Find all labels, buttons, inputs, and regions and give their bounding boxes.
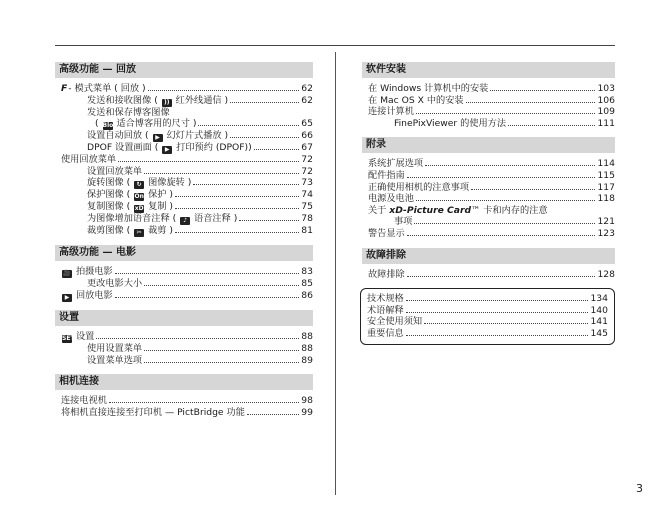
toc-entry[interactable] bbox=[55, 166, 313, 178]
page-ref: 88 bbox=[301, 330, 313, 342]
page-ref: 141 bbox=[590, 316, 608, 328]
leader-dots bbox=[230, 102, 299, 103]
leader-dots bbox=[109, 402, 299, 403]
leader-dots bbox=[193, 184, 299, 185]
toc-entry[interactable] bbox=[362, 205, 615, 217]
toc-entry-text bbox=[367, 316, 422, 328]
column-divider bbox=[335, 52, 336, 495]
menu-icon: ▶ bbox=[162, 146, 172, 154]
page-ref: 62 bbox=[301, 83, 313, 94]
brand-text: xD-Picture Card bbox=[389, 204, 472, 216]
toc-section bbox=[362, 137, 615, 239]
toc-entry[interactable] bbox=[55, 83, 313, 95]
leader-dots bbox=[424, 323, 588, 324]
leader-dots bbox=[254, 149, 300, 150]
page-ref: 81 bbox=[301, 225, 313, 237]
page-ref: 72 bbox=[301, 154, 313, 166]
toc-entry-text bbox=[87, 166, 142, 178]
page-ref: 75 bbox=[301, 201, 313, 213]
page-ref: 109 bbox=[597, 106, 615, 118]
entry-label: 更改电影大小 bbox=[87, 278, 143, 290]
toc-entry-text bbox=[368, 106, 414, 118]
entry-label-suffix: 复制 ) bbox=[145, 201, 173, 213]
toc-entry[interactable] bbox=[55, 95, 313, 107]
toc-entry-text bbox=[368, 170, 405, 182]
page-ref: 145 bbox=[590, 327, 608, 339]
menu-icon: xD bbox=[134, 205, 144, 213]
page-ref: 106 bbox=[597, 94, 615, 106]
toc-entry-text bbox=[61, 395, 107, 407]
mode-icon: F bbox=[61, 83, 68, 94]
leader-dots bbox=[471, 189, 595, 190]
leader-dots bbox=[508, 125, 595, 126]
toc-entry-text bbox=[87, 343, 142, 355]
leader-dots bbox=[416, 113, 596, 114]
toc-entry-text bbox=[87, 278, 142, 290]
entry-label: 回放电影 bbox=[76, 289, 113, 301]
page-ref: 115 bbox=[597, 169, 615, 181]
page-ref: 66 bbox=[301, 130, 313, 142]
entry-label: FinePixViewer 的使用方法 bbox=[394, 117, 507, 129]
page-ref: 88 bbox=[301, 342, 313, 354]
toc-entry-text bbox=[61, 290, 113, 302]
menu-icon: ✂ bbox=[134, 229, 144, 237]
toc-entry[interactable] bbox=[362, 118, 615, 130]
leader-dots bbox=[118, 161, 299, 162]
entry-label: - 模式菜单 ( 回放 ) bbox=[68, 83, 146, 94]
entry-label: 关于 bbox=[368, 204, 390, 216]
toc-entry[interactable] bbox=[55, 290, 313, 302]
leader-dots bbox=[407, 235, 596, 236]
toc-entry-text bbox=[394, 216, 412, 228]
entry-label: 复制图像 ( bbox=[87, 201, 134, 213]
entry-label-suffix: 裁剪 ) bbox=[145, 225, 173, 237]
entry-label: 发送和保存博客图像 bbox=[87, 106, 170, 118]
entry-label: 设置 bbox=[76, 330, 95, 342]
leader-dots bbox=[407, 276, 596, 277]
page-ref: 121 bbox=[597, 216, 615, 228]
toc-entry[interactable] bbox=[367, 293, 608, 305]
toc-entry-text bbox=[368, 269, 405, 281]
entry-label: 警告显示 bbox=[368, 227, 405, 239]
page-ref: 73 bbox=[301, 177, 313, 189]
section-title: 设置 bbox=[55, 310, 313, 326]
toc-entry[interactable] bbox=[55, 343, 313, 355]
entry-label: 技术规格 bbox=[367, 293, 404, 305]
toc-entry-text bbox=[61, 266, 113, 278]
entry-label: 设置菜单选项 bbox=[87, 354, 143, 366]
entry-label-suffix: 适合博客用的尺寸 ) bbox=[113, 118, 197, 130]
page-ref: 72 bbox=[301, 165, 313, 177]
page-ref: 123 bbox=[597, 227, 615, 239]
toc-entry-text bbox=[87, 201, 173, 213]
page-ref: 85 bbox=[301, 278, 313, 290]
toc-entry-text bbox=[87, 189, 173, 201]
page-ref: 114 bbox=[597, 158, 615, 170]
page-ref: 98 bbox=[301, 395, 313, 407]
toc-entry[interactable] bbox=[55, 278, 313, 290]
page-ref: 89 bbox=[301, 354, 313, 366]
page-ref: 78 bbox=[301, 213, 313, 225]
entry-label-suffix: 图像旋转 ) bbox=[145, 177, 192, 189]
page-ref: 83 bbox=[301, 266, 313, 278]
entry-label-suffix: 幻灯片式播放 ) bbox=[163, 130, 229, 142]
toc-entry[interactable] bbox=[55, 130, 313, 142]
toc-section bbox=[362, 248, 615, 281]
entry-label: 使用回放菜单 bbox=[61, 154, 117, 166]
entry-label: 设置自动回放 ( bbox=[87, 130, 152, 142]
section-title: 附录 bbox=[362, 137, 615, 153]
entry-label: 事项 bbox=[394, 216, 413, 228]
entry-label: 将相机直接连接至打印机 — PictBridge 功能 bbox=[61, 406, 245, 418]
toc-entry[interactable] bbox=[362, 95, 615, 107]
leader-dots bbox=[239, 220, 299, 221]
menu-icon: ▶ bbox=[153, 134, 163, 142]
leader-dots bbox=[406, 312, 589, 313]
menu-icon: Blog bbox=[102, 122, 118, 130]
page-ref: 86 bbox=[301, 289, 313, 301]
toc-left-column bbox=[55, 62, 313, 426]
toc-entry[interactable] bbox=[362, 193, 615, 205]
leader-dots bbox=[175, 196, 299, 197]
entry-label: 配件指南 bbox=[368, 169, 405, 181]
leader-dots bbox=[144, 350, 299, 351]
menu-icon: ↻ bbox=[134, 181, 144, 189]
toc-entry-text bbox=[368, 182, 469, 194]
entry-label: 安全使用须知 bbox=[367, 316, 423, 328]
menu-icon: )) bbox=[162, 99, 172, 107]
toc-entry-text bbox=[87, 355, 142, 367]
toc-right-column bbox=[362, 62, 615, 345]
page-ref: 65 bbox=[301, 118, 313, 130]
toc-entry[interactable] bbox=[55, 142, 313, 154]
leader-dots bbox=[96, 338, 299, 339]
entry-label-suffix: 语音注释 ) bbox=[191, 213, 238, 225]
toc-entry[interactable] bbox=[362, 269, 615, 281]
entry-label: 保护图像 ( bbox=[87, 189, 134, 201]
page-ref: 111 bbox=[597, 117, 615, 129]
entry-label-suffix: ™ 卡和内存的注意 bbox=[471, 204, 548, 216]
entry-label: 发送和接收图像 ( bbox=[87, 94, 161, 106]
page-ref: 67 bbox=[301, 142, 313, 154]
toc-entry[interactable] bbox=[362, 228, 615, 240]
entry-label: 使用设置菜单 bbox=[87, 342, 143, 354]
page-number: 3 bbox=[636, 482, 643, 495]
leader-dots bbox=[144, 173, 299, 174]
toc-entry-text bbox=[368, 228, 405, 240]
leader-dots bbox=[144, 285, 299, 286]
leader-dots bbox=[230, 137, 299, 138]
entry-label: 在 Windows 计算机中的安装 bbox=[368, 83, 489, 94]
toc-entry[interactable] bbox=[55, 355, 313, 367]
toc-entry-text bbox=[87, 213, 237, 225]
toc-entry-text bbox=[87, 225, 173, 237]
leader-dots bbox=[416, 200, 596, 201]
toc-entry[interactable] bbox=[55, 177, 313, 189]
toc-entry[interactable] bbox=[362, 216, 615, 228]
toc-section bbox=[55, 62, 313, 237]
section-title: 高级功能 — 电影 bbox=[55, 245, 313, 261]
leader-dots bbox=[175, 208, 299, 209]
toc-section bbox=[362, 62, 615, 129]
entry-label: 术语解释 bbox=[367, 304, 404, 316]
toc-entry[interactable] bbox=[55, 225, 313, 237]
toc-section bbox=[55, 245, 313, 302]
toc-entry[interactable] bbox=[367, 316, 608, 328]
leader-dots bbox=[407, 177, 596, 178]
section-title: 软件安装 bbox=[362, 62, 615, 78]
toc-entry-text bbox=[368, 193, 414, 205]
toc-entry[interactable] bbox=[55, 201, 313, 213]
entry-label: 故障排除 bbox=[368, 268, 405, 280]
toc-entry[interactable] bbox=[362, 170, 615, 182]
leader-dots bbox=[406, 300, 589, 301]
entry-label: 设置回放菜单 bbox=[87, 165, 143, 177]
page-ref: 103 bbox=[597, 83, 615, 94]
toc-entry[interactable] bbox=[55, 331, 313, 343]
leader-dots bbox=[148, 90, 300, 91]
toc-entry-text bbox=[87, 177, 191, 189]
entry-label: 重要信息 bbox=[367, 327, 404, 339]
menu-icon: On bbox=[134, 193, 144, 201]
leader-dots bbox=[198, 125, 299, 126]
entry-label: 正确使用相机的注意事项 bbox=[368, 181, 470, 193]
toc-entry[interactable] bbox=[55, 213, 313, 225]
toc-entry-text bbox=[61, 83, 146, 95]
toc-entry-text bbox=[61, 154, 116, 166]
toc-entry[interactable] bbox=[367, 305, 608, 317]
entry-label: DPOF 设置画面 ( bbox=[87, 142, 162, 154]
entry-label: 电源及电池 bbox=[368, 193, 414, 205]
page-ref: 74 bbox=[301, 189, 313, 201]
toc-entry[interactable] bbox=[367, 328, 608, 340]
entry-label: 旋转图像 ( bbox=[87, 177, 134, 189]
page-ref: 99 bbox=[301, 406, 313, 418]
toc-entry[interactable] bbox=[362, 106, 615, 118]
toc-section bbox=[55, 374, 313, 418]
toc-entry[interactable] bbox=[362, 182, 615, 194]
entry-label: 为图像增加语音注释 ( bbox=[87, 213, 180, 225]
page-ref: 134 bbox=[590, 293, 608, 305]
page-ref: 117 bbox=[597, 181, 615, 193]
toc-entry[interactable] bbox=[55, 395, 313, 407]
toc-entry-text bbox=[367, 305, 404, 317]
toc-entry-text bbox=[87, 95, 228, 107]
entry-label: 连接计算机 bbox=[368, 106, 414, 118]
leader-dots bbox=[414, 223, 595, 224]
toc-entry-text bbox=[368, 83, 488, 95]
toc-entry-text bbox=[87, 107, 170, 119]
leader-dots bbox=[425, 165, 595, 166]
toc-entry-text bbox=[368, 95, 464, 107]
toc-entry-text bbox=[87, 142, 252, 154]
page-ref: 140 bbox=[590, 304, 608, 316]
toc-section bbox=[55, 310, 313, 366]
toc-entry[interactable] bbox=[362, 83, 615, 95]
page-ref: 118 bbox=[597, 193, 615, 205]
toc-entry-text bbox=[87, 130, 228, 142]
leader-dots bbox=[144, 362, 299, 363]
toc-entry[interactable] bbox=[55, 189, 313, 201]
leader-dots bbox=[175, 232, 299, 233]
section-title: 相机连接 bbox=[55, 374, 313, 390]
entry-label-suffix: 打印预约 (DPOF)) bbox=[173, 142, 252, 154]
entry-label-suffix: 保护 ) bbox=[145, 189, 173, 201]
entry-label-suffix: 红外线通信 ) bbox=[172, 94, 229, 106]
top-rule bbox=[55, 45, 615, 46]
mode-icon: ▶ bbox=[62, 294, 72, 302]
toc-entry[interactable] bbox=[55, 107, 313, 119]
toc-entry-text bbox=[95, 118, 196, 130]
toc-entry-text bbox=[367, 328, 404, 340]
leader-dots bbox=[406, 335, 589, 336]
leader-dots bbox=[115, 273, 300, 274]
page-ref: 128 bbox=[597, 268, 615, 280]
toc-entry[interactable] bbox=[362, 158, 615, 170]
toc-entry[interactable] bbox=[55, 407, 313, 419]
toc-entry-text bbox=[368, 205, 548, 217]
toc-entry-text bbox=[394, 118, 506, 130]
section-title: 高级功能 — 回放 bbox=[55, 62, 313, 78]
mode-icon: SET bbox=[62, 334, 75, 342]
mode-icon: 🎥 bbox=[63, 270, 71, 278]
leader-dots bbox=[115, 297, 300, 298]
entry-label: ( bbox=[95, 118, 102, 130]
page-ref: 62 bbox=[301, 94, 313, 106]
entry-label: 拍摄电影 bbox=[76, 266, 113, 278]
toc-entry-text bbox=[61, 331, 94, 343]
appendix-box bbox=[360, 288, 615, 344]
entry-label: 连接电视机 bbox=[61, 395, 107, 407]
leader-dots bbox=[466, 102, 596, 103]
leader-dots bbox=[490, 90, 595, 91]
entry-label: 系统扩展选项 bbox=[368, 158, 424, 170]
entry-label: 在 Mac OS X 中的安装 bbox=[368, 94, 464, 106]
section-title: 故障排除 bbox=[362, 248, 615, 264]
toc-entry[interactable] bbox=[55, 118, 313, 130]
toc-entry[interactable] bbox=[55, 266, 313, 278]
toc-entry-text bbox=[368, 158, 423, 170]
toc-entry-text bbox=[367, 293, 404, 305]
toc-entry-text bbox=[61, 407, 245, 419]
toc-entry[interactable] bbox=[55, 154, 313, 166]
menu-icon: ♪ bbox=[180, 217, 190, 225]
entry-label: 裁剪图像 ( bbox=[87, 225, 134, 237]
leader-dots bbox=[247, 414, 299, 415]
